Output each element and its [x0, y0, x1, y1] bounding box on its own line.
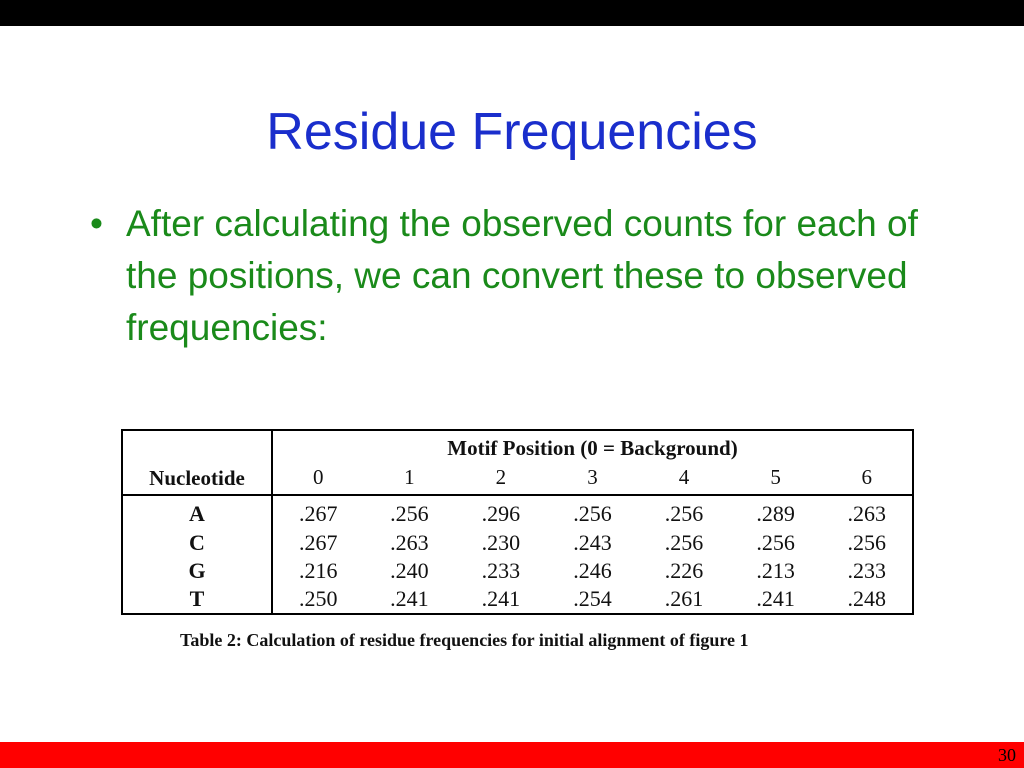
nucleotide-label: A: [122, 495, 272, 529]
nucleotide-label: C: [122, 529, 272, 557]
table-cell: .241: [390, 585, 429, 611]
table-cell: .256: [390, 501, 429, 527]
table-row: [122, 557, 913, 585]
table-cell: .267: [299, 501, 338, 527]
table-cell: .241: [481, 585, 521, 611]
bullet-item: [88, 198, 968, 354]
table-cell: .230: [481, 529, 521, 555]
table-cell: .243: [573, 529, 612, 555]
table-cell: .248: [847, 585, 886, 611]
table-cell: .240: [390, 557, 429, 583]
table-column-header: 4: [638, 461, 730, 495]
table-column-header: 6: [821, 461, 913, 495]
nucleotide-label: G: [122, 557, 272, 585]
table-cell: .256: [847, 529, 886, 555]
table-cell: .296: [481, 501, 521, 527]
table-cell: .233: [847, 557, 886, 583]
table-header-spacer: [122, 430, 272, 461]
slide-number: 30: [998, 745, 1016, 765]
table-group-header: Motif Position (0 = Background): [447, 436, 738, 460]
table-cell: .241: [756, 585, 795, 611]
table-cell: .261: [664, 585, 704, 611]
nucleotide-label: T: [122, 585, 272, 614]
table-cell: .263: [390, 529, 429, 555]
table-cell: .233: [481, 557, 521, 583]
table-column-header: 5: [730, 461, 822, 495]
table-cell: .256: [664, 501, 704, 527]
table-row: [122, 585, 913, 614]
table-column-header: 0: [272, 461, 364, 495]
table-cell: .289: [756, 501, 795, 527]
table-cell: .263: [847, 501, 886, 527]
table-cell: .250: [299, 585, 338, 611]
table-cell: .216: [299, 557, 338, 583]
table-cell: .226: [664, 557, 704, 583]
table-cell: .256: [756, 529, 795, 555]
table-cell: .213: [756, 557, 795, 583]
table-column-header: 1: [364, 461, 456, 495]
bottom-bar: [0, 742, 1024, 768]
table-cell: .254: [573, 585, 612, 611]
table-row-header: Nucleotide: [122, 461, 272, 495]
table-caption: Table 2: Calculation of residue frequencies for initial alignment of figure 1: [180, 630, 749, 650]
table-cell: .256: [664, 529, 704, 555]
table-cell: .256: [573, 501, 612, 527]
table-row: [122, 529, 913, 557]
slide-title: Residue Frequencies: [266, 103, 758, 161]
table-cell: .267: [299, 529, 338, 555]
table-row: [122, 495, 913, 529]
bullet-text: After calculating the observed counts for each of the positions, we can convert these to observed frequencies:: [126, 203, 918, 348]
bullet-dot-icon: •: [90, 203, 103, 244]
table-cell: .246: [573, 557, 612, 583]
top-bar: [0, 0, 1024, 26]
table-column-header: 2: [455, 461, 547, 495]
table-column-header: 3: [547, 461, 639, 495]
frequency-table: [121, 429, 914, 615]
bullet-list: [88, 198, 968, 354]
